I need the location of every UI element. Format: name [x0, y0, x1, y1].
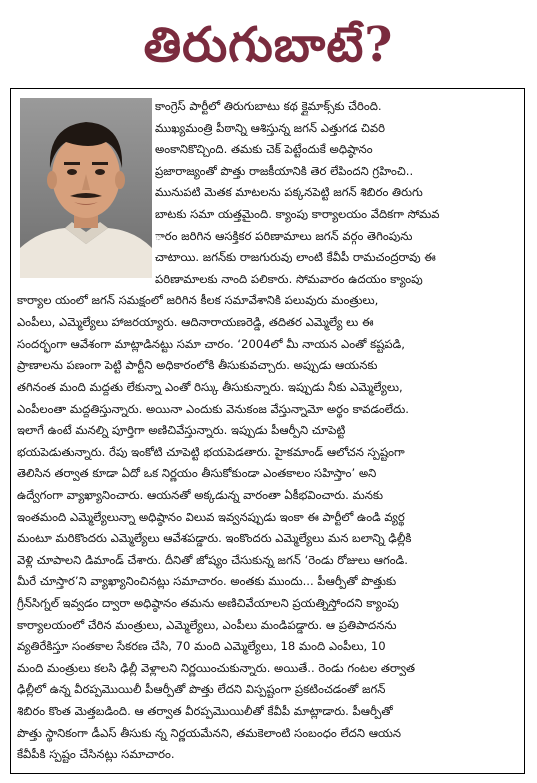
article-line: ముఖ్యమంత్రి పీఠాన్ని ఆశిస్తున్న జగన్ ఎత్తుగడ చివరి: [155, 120, 386, 135]
article-line: గ్రీన్‌సిగ్నల్ ఇవ్వడం ద్వారా అధిష్ఠానం తమను అణిచివేయాలని ప్రయత్నిస్తోందని క్యాంపు: [17, 596, 399, 611]
headline: తిరుగుబాటే?: [143, 17, 394, 73]
article-line: ారం జరిగిన ఆసక్తికర పరిణామాలు జగన్ వర్గం తెగింపును: [155, 228, 413, 243]
article-line: ఢిల్లీలో ఉన్న వీరప్పమొయిలీ పీఆర్పీతో పొత్తు లేదని విస్పష్టంగా ప్రకటించడంతో జగన్: [17, 682, 386, 697]
article-line: ఇంతమంది ఎమ్మెల్యేలున్నా అధిష్ఠానం విలువ ఇవ్వనప్పుడు ఇంకా ఈ పార్టీలో ఉండి వ్యర్థ: [17, 509, 405, 524]
article-line: మీరే చూస్తార’ని వ్యాఖ్యానించినట్లు సమాచారం. అంతకు ముందు... పీఆర్పీతో పొత్తుకు: [17, 574, 397, 589]
article-body: [17, 96, 521, 766]
article-line: కార్యాలయంలో చేరిన మంత్రులు, ఎమ్మెల్యేలు, ఎంపీలు మండిపడ్డారు. ఆ ప్రతిపాదనను: [17, 617, 397, 632]
article-line: కాంగ్రెస్ పార్టీలో తిరుగుబాటు కథ క్లైమాక్స్‌కు చేరింది.: [155, 99, 382, 113]
article-line: అంకానికొచ్చింది. తమకు చెక్ పెట్టేందుకే అధిష్ఠానం: [155, 142, 373, 157]
article-line: ప్రాణాలను పణంగా పెట్టి పార్టీని అధికారంలోకి తీసుకువచ్చారు. అప్పుడు ఆయనకు: [17, 358, 378, 373]
article-line: తగినంత మంది మద్దతు లేకున్నా ఎంతో రిస్కు తీసుకున్నారు. ఇప్పుడు నీకు ఎమ్మెల్యేలు,: [17, 379, 403, 394]
article-line: కార్యాల యంలో జగన్ సమక్షంలో జరిగిన కీలక సమావేశానికి పలువురు మంత్రులు,: [17, 293, 379, 308]
article-line: వ్యతిరేకిస్తూ సంతకాల సేకరణ చేసి, 70 మంది ఎమ్మెల్యేలు, 18 మంది ఎంపీలు, 10: [17, 639, 386, 654]
article-line: పరిణామాలకు నాంది పలికారు. సోమవారం ఉదయం క్యాంపు: [155, 271, 423, 286]
article-line: ఉద్వేగంగా వ్యాఖ్యానించారు. ఆయనతో అక్కడున్న వారంతా ఏకీభవించారు. మనకు: [17, 487, 383, 502]
article-line: భయపెడుతున్నారు. రేపు ఇంకోటి చూపెట్టి భయపెడతారు. హైకమాండ్ ఆలోచన స్పష్టంగా: [17, 444, 405, 459]
article-line: చాటాయి. జగన్‌కు రాజగురువు లాంటి కేవీపీ రామచంద్రరావు ఈ: [155, 250, 436, 265]
article-line: తెలిసిన తర్వాత కూడా ఏదో ఒక నిర్ణయం తీసుకోకుండా ఎంతకాలం సహిస్తాం’ అని: [17, 466, 377, 481]
article-line: ఎంపీలు, ఎమ్మెల్యేలు హాజరయ్యారు. ఆదినారాయణరెడ్డి, తదితర ఎమ్మెల్యే లు ఈ: [17, 315, 374, 330]
article-line: మంటూ మరికొందరు ఎమ్మెల్యేలు ఆవేశపడ్డారు. ఇంకొందరు ఎమ్మెల్యేలు మన బలాన్ని ఢిల్లీకి: [17, 531, 412, 546]
article-line: శిబిరం కొంత మెత్తబడింది. ఆ తర్వాత వీరప్పమొయిలీతో కేవీపీ మాట్లాడారు. పీఆర్పీతో: [17, 704, 393, 719]
article-line: ప్రజారాజ్యంతో పొత్తు రాజకీయానికి తెర లేపిందని గ్రహించి..: [155, 163, 414, 178]
article-line: వెళ్లి చూపాలని డిమాండ్ చేశారు. దీనితో జోష్యం చేసుకున్న జగన్ ‘రెండు రోజులు ఆగండి.: [17, 552, 408, 567]
article-line: ఇలాగే ఉంటే మనల్ని పూర్తిగా అణిచివేస్తున్నారు. ఇప్పుడు పీఆర్పీని చూపెట్టి: [17, 423, 346, 438]
article-line: ఎంపీలంతా మద్దతిస్తున్నారు. అయినా ఎందుకు వెనుకంజ వేస్తున్నామో అర్థం కావడంలేదు.: [17, 401, 409, 416]
article-line: కేవీపీకి స్పష్టం చేసినట్లు సమాచారం.: [17, 747, 175, 762]
article-line: సందర్భంగా ఆవేశంగా మాట్లాడినట్టు సమా చారం. ‘2004లో మీ నాయన ఎంతో కష్టపడి,: [17, 336, 405, 351]
article-line: మంది మంత్రులు కలసి ఢిల్లీ వెళ్లాలని నిర్ణయించుకున్నారు. అయితే.. రెండు గంటల తర్వాత: [17, 660, 416, 675]
article-line: మునుపటి మెతక మాటలను పక్కనపెట్టి జగన్ శిబిరం తిరుగు: [155, 185, 423, 200]
article-line: బాటకు సమా యత్తమైంది. క్యాంపు కార్యాలయం వేదికగా సోమవ: [155, 207, 440, 222]
article-line: పొత్తు స్థానికంగా డీఎస్ తీసుకు న్న నిర్ణయమేనని, తమకెలాంటి సంబంధం లేదని ఆయన: [17, 725, 401, 740]
